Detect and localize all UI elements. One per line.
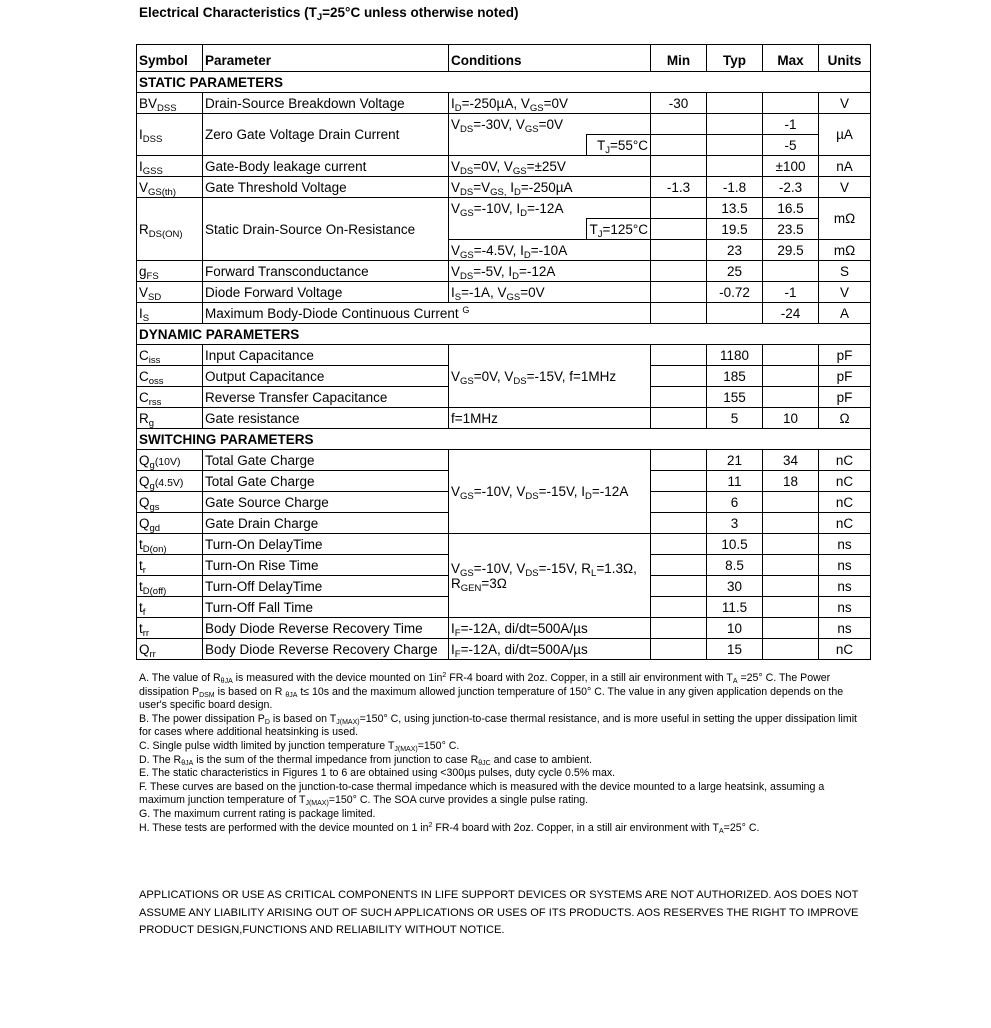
max-value: ±100: [763, 156, 819, 177]
max-value: 10: [763, 408, 819, 429]
parameter: Gate Threshold Voltage: [203, 177, 449, 198]
max-value: [763, 345, 819, 366]
parameter: Body Diode Reverse Recovery Time: [203, 618, 449, 639]
min-value: [651, 576, 707, 597]
disclaimer-line: APPLICATIONS OR USE AS CRITICAL COMPONENTS IN LIFE SUPPORT DEVICES OR SYSTEMS ARE NOT AUTHORIZED. AOS DOES NOT: [139, 889, 859, 901]
conditions-blank: [449, 219, 587, 240]
typ-value: -0.72: [707, 282, 763, 303]
section-switching: SWITCHING PARAMETERS: [137, 429, 871, 450]
unit: V: [819, 177, 871, 198]
symbol: $t_r$: [137, 555, 203, 576]
symbol: $C_{oss}$: [137, 366, 203, 387]
min-value: [651, 471, 707, 492]
unit: V: [819, 93, 871, 114]
conditions: $I_D=-250\mu A$, $V_{GS}=0V$: [449, 93, 651, 114]
max-value: -1: [763, 282, 819, 303]
unit: pF: [819, 345, 871, 366]
unit: S: [819, 261, 871, 282]
conditions-temp: $T_J=55^\circ C$: [587, 135, 651, 156]
parameter: Turn-On Rise Time: [203, 555, 449, 576]
header-typ: Typ: [707, 45, 763, 72]
unit: ns: [819, 534, 871, 555]
note-g: G. The maximum current rating is package limited.: [139, 807, 376, 820]
parameter: Turn-Off Fall Time: [203, 597, 449, 618]
min-value: [651, 261, 707, 282]
parameter: Gate Source Charge: [203, 492, 449, 513]
electrical-characteristics-table: [136, 44, 871, 660]
min-value: [651, 513, 707, 534]
min-value: [651, 387, 707, 408]
note-e: E. The static characteristics in Figures 1 to 6 are obtained using <300µs pulses, duty cycle 0.5% max.: [139, 767, 616, 780]
section-static: STATIC PARAMETERS: [137, 72, 871, 93]
symbol: $Q_g(4.5V)$: [137, 471, 203, 492]
note-c: C. Single pulse width limited by junction temperature $T_{J(MAX)}=150^\circ$ C.: [139, 739, 460, 753]
parameter: Body Diode Reverse Recovery Charge: [203, 639, 449, 660]
unit: mΩ: [819, 240, 871, 261]
min-value: [651, 618, 707, 639]
unit: A: [819, 303, 871, 324]
conditions: $V_{GS}=-4.5V$, $I_D=-10A$: [449, 240, 651, 261]
symbol: $BV_{DSS}$: [137, 93, 203, 114]
max-value: -1: [763, 114, 819, 135]
max-value: 29.5: [763, 240, 819, 261]
symbol: $Q_{gd}$: [137, 513, 203, 534]
unit: pF: [819, 366, 871, 387]
min-value: [651, 219, 707, 240]
note-a: A. The value of $R_{\theta JA}$ is measured with the device mounted on $1in^2$ FR-4 board with 2oz. Copper, in a still air environment with $T_A =25^\circ$ C. The Power dissipation $P_{DSM}$ is based on R $_{\theta JA}$ t≤ 10s and the maximum allowed junction temperature of 150° C. The value in any given application depends on the user's specific board design.: [139, 672, 844, 712]
symbol: $t_f$: [137, 597, 203, 618]
conditions: $V_{DS}=0V$, $V_{GS}=\pm 25V$: [449, 156, 651, 177]
parameter: Drain-Source Breakdown Voltage: [203, 93, 449, 114]
header-min: Min: [651, 45, 707, 72]
min-value: [651, 240, 707, 261]
conditions: $V_{DS}=-30V$, $V_{GS}=0V$: [449, 114, 651, 135]
section-dynamic: DYNAMIC PARAMETERS: [137, 324, 871, 345]
min-value: [651, 282, 707, 303]
conditions: $V_{DS}=-5V$, $I_D=-12A$: [449, 261, 651, 282]
max-value: 18: [763, 471, 819, 492]
typ-value: 6: [707, 492, 763, 513]
symbol: $Q_{rr}$: [137, 639, 203, 660]
parameter: Forward Transconductance: [203, 261, 449, 282]
section-title: Electrical Characteristics ($T_J=25^\circ C$ unless otherwise noted): [139, 5, 519, 23]
parameter: Turn-On DelayTime: [203, 534, 449, 555]
header-parameter: Parameter: [203, 45, 449, 72]
note-b: B. The power dissipation $P_D$ is based on $T_{J(MAX)}=150^\circ$ C, using junction-to-case thermal resistance, and is more useful in setting the upper dissipation limit for cases where additional heatsinking is used.: [139, 712, 857, 739]
parameter: Total Gate Charge: [203, 471, 449, 492]
conditions: $V_{GS}=0V$, $V_{DS}=-15V$, f=1MHz: [449, 345, 651, 408]
min-value: [651, 345, 707, 366]
parameter: Gate resistance: [203, 408, 449, 429]
symbol: $g_{FS}$: [137, 261, 203, 282]
table-row: [137, 156, 871, 177]
typ-value: [707, 93, 763, 114]
footnotes: [139, 672, 869, 835]
min-value: [651, 492, 707, 513]
min-value: [651, 156, 707, 177]
unit: nC: [819, 639, 871, 660]
unit: pF: [819, 387, 871, 408]
typ-value: [707, 135, 763, 156]
typ-value: 15: [707, 639, 763, 660]
table-row: [137, 303, 871, 324]
typ-value: 11: [707, 471, 763, 492]
unit: nC: [819, 513, 871, 534]
unit: µA: [819, 114, 871, 156]
max-value: [763, 513, 819, 534]
unit: nC: [819, 450, 871, 471]
conditions: $V_{DS}=V_{GS,}$ $I_D=-250\mu A$: [449, 177, 651, 198]
symbol: $C_{rss}$: [137, 387, 203, 408]
table-header: [137, 45, 871, 72]
max-value: -24: [763, 303, 819, 324]
max-value: [763, 261, 819, 282]
typ-value: -1.8: [707, 177, 763, 198]
table-row: [137, 114, 871, 135]
parameter: Gate Drain Charge: [203, 513, 449, 534]
min-value: -30: [651, 93, 707, 114]
max-value: 34: [763, 450, 819, 471]
typ-value: 185: [707, 366, 763, 387]
note-h: H. These tests are performed with the device mounted on 1 $in^2$ FR-4 board with 2oz. Copper, in a still air environment with $T_A=25^\circ$ C.: [139, 821, 760, 835]
table-row: [137, 618, 871, 639]
parameter: Zero Gate Voltage Drain Current: [203, 114, 449, 156]
max-value: 23.5: [763, 219, 819, 240]
max-value: [763, 387, 819, 408]
conditions: f=1MHz: [449, 408, 651, 429]
typ-value: 13.5: [707, 198, 763, 219]
max-value: 16.5: [763, 198, 819, 219]
table-row: [137, 534, 871, 555]
symbol: $I_S$: [137, 303, 203, 324]
symbol: $Q_g(10V)$: [137, 450, 203, 471]
conditions: $V_{GS}=-10V$, $V_{DS}=-15V$, $I_D=-12A$: [449, 450, 651, 534]
typ-value: 21: [707, 450, 763, 471]
conditions-blank: [449, 135, 587, 156]
conditions: $I_F=-12A$, di/dt=500A/µs: [449, 639, 651, 660]
typ-value: 25: [707, 261, 763, 282]
min-value: [651, 135, 707, 156]
typ-value: [707, 156, 763, 177]
typ-value: [707, 303, 763, 324]
header-units: Units: [819, 45, 871, 72]
unit: nC: [819, 471, 871, 492]
typ-value: 8.5: [707, 555, 763, 576]
unit: ns: [819, 597, 871, 618]
unit: Ω: [819, 408, 871, 429]
unit: nC: [819, 492, 871, 513]
disclaimer-line: ASSUME ANY LIABILITY ARISING OUT OF SUCH APPLICATIONS OR USES OF ITS PRODUCTS. AOS RESERVES THE RIGHT TO IMPROVE: [139, 906, 859, 919]
min-value: [651, 114, 707, 135]
parameter: Gate-Body leakage current: [203, 156, 449, 177]
unit: ns: [819, 555, 871, 576]
parameter: Turn-Off DelayTime: [203, 576, 449, 597]
typ-value: [707, 114, 763, 135]
typ-value: 11.5: [707, 597, 763, 618]
unit: ns: [819, 576, 871, 597]
note-d: D. The $R_{\theta JA}$ is the sum of the thermal impedance from junction to case $R_{\theta JC}$ and case to ambient.: [139, 753, 593, 767]
typ-value: 1180: [707, 345, 763, 366]
min-value: [651, 450, 707, 471]
min-value: [651, 597, 707, 618]
conditions: $I_F=-12A$, di/dt=500A/µs: [449, 618, 651, 639]
parameter: Reverse Transfer Capacitance: [203, 387, 449, 408]
typ-value: 23: [707, 240, 763, 261]
max-value: -5: [763, 135, 819, 156]
min-value: [651, 555, 707, 576]
table-row: [137, 177, 871, 198]
note-f: F. These curves are based on the junction-to-case thermal impedance which is measured with the device mounted to a large heatsink, assuming a maximum junction temperature of $T_{J(MAX)}=150^\circ$ C. The SOA curve provides a single pulse rating.: [139, 780, 825, 808]
symbol: $R_g$: [137, 408, 203, 429]
parameter: Input Capacitance: [203, 345, 449, 366]
conditions: $V_{GS}=-10V$, $I_D=-12A$: [449, 198, 651, 219]
header-max: Max: [763, 45, 819, 72]
table-row: [137, 639, 871, 660]
min-value: [651, 198, 707, 219]
typ-value: 5: [707, 408, 763, 429]
parameter: Output Capacitance: [203, 366, 449, 387]
table-row: [137, 261, 871, 282]
max-value: [763, 366, 819, 387]
table-row: [137, 408, 871, 429]
symbol: $V_{GS(th)}$: [137, 177, 203, 198]
max-value: [763, 639, 819, 660]
table-row: [137, 450, 871, 471]
table-row: [137, 282, 871, 303]
max-value: [763, 492, 819, 513]
parameter: Diode Forward Voltage: [203, 282, 449, 303]
min-value: -1.3: [651, 177, 707, 198]
parameter: Total Gate Charge: [203, 450, 449, 471]
unit: ns: [819, 618, 871, 639]
typ-value: 3: [707, 513, 763, 534]
table-row: [137, 345, 871, 366]
min-value: [651, 408, 707, 429]
parameter: Maximum Body-Diode Continuous Current $^G$: [203, 303, 651, 324]
symbol: $C_{iss}$: [137, 345, 203, 366]
max-value: [763, 618, 819, 639]
disclaimer-line: PRODUCT DESIGN,FUNCTIONS AND RELIABILITY WITHOUT NOTICE.: [139, 924, 505, 937]
max-value: [763, 597, 819, 618]
typ-value: 10: [707, 618, 763, 639]
max-value: -2.3: [763, 177, 819, 198]
typ-value: 19.5: [707, 219, 763, 240]
parameter: Static Drain-Source On-Resistance: [203, 198, 449, 261]
max-value: [763, 576, 819, 597]
symbol: $Q_{gs}$: [137, 492, 203, 513]
disclaimer: [139, 887, 879, 940]
max-value: [763, 534, 819, 555]
min-value: [651, 303, 707, 324]
unit: mΩ: [819, 198, 871, 240]
header-conditions: Conditions: [449, 45, 651, 72]
header-symbol: Symbol: [137, 45, 203, 72]
symbol: $R_{DS(ON)}$: [137, 198, 203, 261]
symbol: $t_{D(on)}$: [137, 534, 203, 555]
symbol: $I_{GSS}$: [137, 156, 203, 177]
unit: V: [819, 282, 871, 303]
symbol: $V_{SD}$: [137, 282, 203, 303]
conditions: $I_S=-1A$, $V_{GS}=0V$: [449, 282, 651, 303]
typ-value: 10.5: [707, 534, 763, 555]
symbol: $t_{D(off)}$: [137, 576, 203, 597]
min-value: [651, 639, 707, 660]
conditions: $V_{GS}=-10V$, $V_{DS}=-15V$, $R_L=1.3\Omega$, $R_{GEN}=3\Omega$: [449, 534, 651, 618]
min-value: [651, 534, 707, 555]
min-value: [651, 366, 707, 387]
max-value: [763, 555, 819, 576]
typ-value: 155: [707, 387, 763, 408]
table-row: [137, 93, 871, 114]
symbol: $I_{DSS}$: [137, 114, 203, 156]
table-row: [137, 198, 871, 219]
max-value: [763, 93, 819, 114]
conditions-temp: $T_J=125^\circ C$: [587, 219, 651, 240]
typ-value: 30: [707, 576, 763, 597]
symbol: $t_{rr}$: [137, 618, 203, 639]
unit: nA: [819, 156, 871, 177]
